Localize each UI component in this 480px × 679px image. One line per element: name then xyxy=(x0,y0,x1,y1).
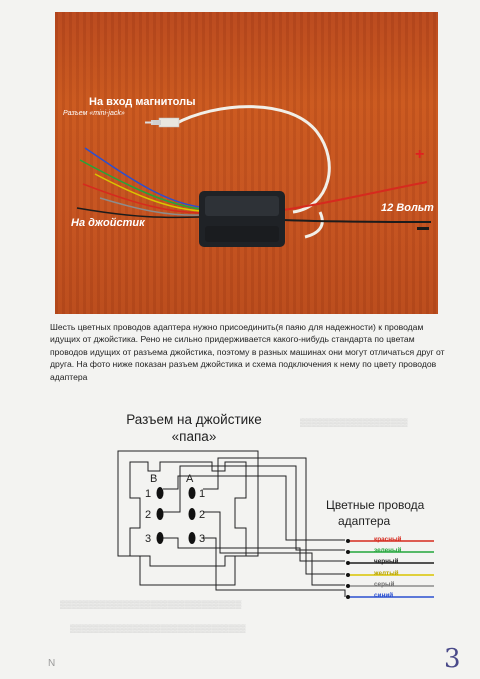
col-label-a: A xyxy=(186,473,194,485)
wire-label-grey: серый xyxy=(374,581,395,588)
pin-label-b2: 2 xyxy=(145,509,152,521)
junction-dot xyxy=(346,539,350,543)
wire-trace-blue xyxy=(203,538,345,597)
diagram-title-line2: «папа» xyxy=(171,429,217,444)
adapter-wires-title-line2: адаптера xyxy=(338,514,391,528)
wire-label-black: черный xyxy=(374,558,399,565)
wire-trace-red xyxy=(163,476,345,540)
pin-b3 xyxy=(157,532,164,544)
diagram-title-line1: Разъем на джойстике xyxy=(126,412,262,427)
pin-label-b1: 1 xyxy=(145,488,152,500)
photo-label-joystick: На джойстик xyxy=(71,217,145,229)
junction-dot xyxy=(346,561,350,565)
pin-label-a2: 2 xyxy=(199,509,206,521)
pin-a3 xyxy=(189,532,196,544)
description-paragraph: Шесть цветных проводов адаптера нужно присоединить(я паяю для надежности) к проводам идущих от джойстика. Рено не сильно придерживается какого-нибудь стандарта по цветам проводов идущих от разъема джойстика, поэтому в разных машинах они могут отличаться друг от друга. На фото ниже показан разъем джойстика и схема подключения к нему по цвету проводов адаптера xyxy=(50,322,445,382)
col-label-b: B xyxy=(150,473,158,485)
junction-dot xyxy=(346,573,350,577)
bleed-through-text: ▒▒▒▒▒▒▒▒▒▒▒▒▒▒▒▒▒▒▒▒▒▒▒▒▒▒▒▒▒▒▒▒ xyxy=(60,600,242,609)
wire-label-blue: синий xyxy=(374,592,394,599)
pin-label-b3: 3 xyxy=(145,533,152,545)
page-number: 3 xyxy=(444,644,461,674)
photo-label-mini-jack: Разъем «mini-jack» xyxy=(63,110,125,117)
wire-label-red: красный xyxy=(374,536,402,543)
photo-label-12-volt: 12 Вольт xyxy=(381,202,434,214)
junction-dot xyxy=(346,584,350,588)
pin-a2 xyxy=(189,508,196,520)
plus-sign: + xyxy=(415,146,425,163)
photo-label-radio-input: На вход магнитолы xyxy=(89,96,196,108)
bleed-through-text: ▒▒▒▒▒▒▒▒▒▒▒▒▒▒▒▒▒▒▒ xyxy=(300,418,408,427)
adapter-wires-title xyxy=(326,497,426,529)
pin-b2 xyxy=(157,508,164,520)
corner-mark: N xyxy=(48,658,56,669)
junction-dot xyxy=(346,550,350,554)
pin-label-a3: 3 xyxy=(199,533,206,545)
junction-dot xyxy=(346,595,350,599)
pin-a1 xyxy=(189,487,196,499)
wire-label-green: зеленый xyxy=(374,547,402,554)
bleed-through-text: ▒▒▒▒▒▒▒▒▒▒▒▒▒▒▒▒▒▒▒▒▒▒▒▒▒▒▒▒▒▒▒ xyxy=(70,624,246,633)
wire-label-yellow: желтый xyxy=(374,570,399,577)
wire-trace-yellow xyxy=(203,458,345,574)
pin-label-a1: 1 xyxy=(199,488,206,500)
pin-b1 xyxy=(157,487,164,499)
connector-outline-outer xyxy=(118,451,258,585)
adapter-wires-title-line1: Цветные провода xyxy=(326,498,425,512)
